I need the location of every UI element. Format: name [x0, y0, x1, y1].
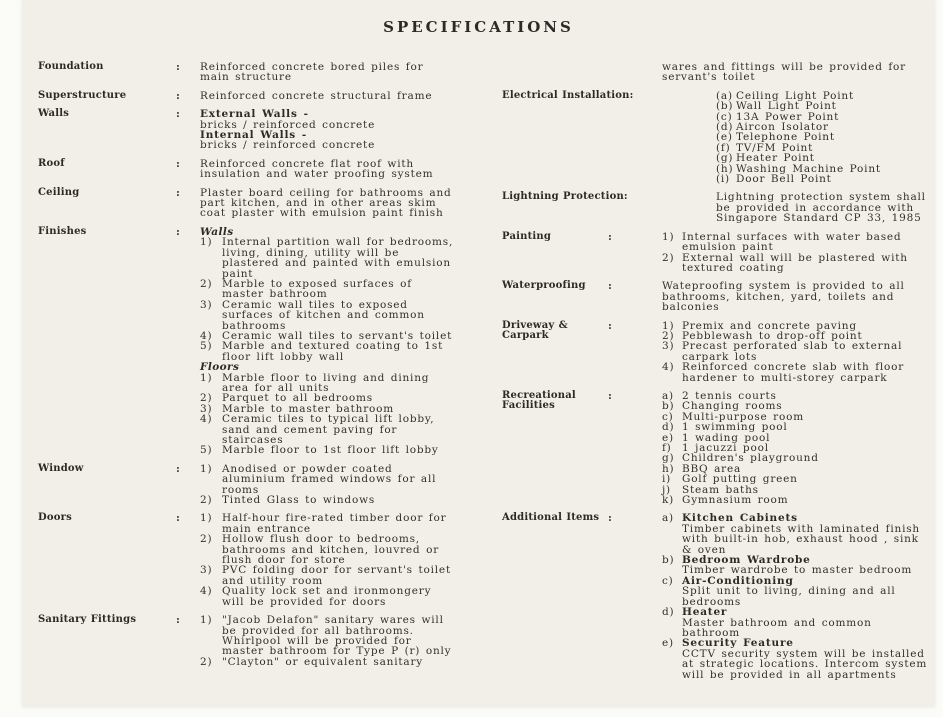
- content-list: [716, 91, 935, 185]
- row-colon: [662, 192, 716, 223]
- list-item: [662, 341, 930, 362]
- paragraph: wares and fittings will be provided for servant's toilet: [662, 61, 906, 84]
- item-marker: 1): [200, 236, 213, 249]
- spec-column-right: [488, 62, 935, 688]
- item-text: 1 jacuzzi pool: [682, 442, 769, 454]
- list-item: [200, 495, 454, 505]
- list-item: [662, 638, 930, 680]
- item-marker: 3): [200, 298, 213, 311]
- row-label: Additional Items: [502, 512, 600, 524]
- item-text: Ceramic tiles to typical lift lobby, sand and cement paving for staircases: [222, 413, 435, 446]
- item-marker: 4): [200, 585, 213, 598]
- item-marker: d): [662, 421, 675, 434]
- spec-row: [38, 159, 488, 180]
- item-desc: Split unit to living, dining and all bedrooms: [682, 585, 896, 608]
- item-text: Anodised or powder coated aluminium framed windows for all rooms: [222, 462, 437, 496]
- list-item: [662, 607, 930, 638]
- list-item: [200, 513, 454, 534]
- item-marker: (d): [716, 121, 734, 134]
- item-text: [682, 607, 930, 638]
- row-colon: [608, 62, 662, 83]
- item-marker: 5): [200, 340, 213, 353]
- row-colon: :: [608, 280, 613, 293]
- item-text: Multi-purpose room: [682, 410, 805, 423]
- item-text: Ceiling Light Point: [736, 89, 855, 102]
- row-colon: :: [176, 462, 181, 475]
- item-text: Washing Machine Point: [736, 162, 881, 175]
- item-text: Parquet to all bedrooms: [222, 392, 373, 405]
- row-content: [662, 62, 930, 83]
- row-colon: :: [176, 614, 181, 627]
- list-item: [662, 362, 930, 383]
- row-label: [502, 62, 608, 83]
- item-marker: 2): [200, 533, 213, 546]
- row-label: Sanitary Fittings: [38, 614, 137, 626]
- item-text: [682, 513, 930, 555]
- item-desc: CCTV security system will be installed at strategic locations. Intercom system will be provided in all apartments: [682, 647, 928, 681]
- item-desc: Timber wardrobe to master bedroom: [682, 564, 913, 577]
- spec-column-left: [22, 62, 488, 688]
- item-text: Changing rooms: [682, 400, 783, 413]
- row-colon: :: [176, 108, 181, 121]
- item-title: Kitchen Cabinets: [682, 512, 798, 525]
- item-marker: (b): [716, 100, 734, 113]
- item-text: Hollow flush door to bedrooms, bathrooms and kitchen, louvred or flush door for store: [222, 533, 440, 567]
- row-colon: :: [608, 389, 613, 402]
- row-colon: :: [176, 512, 181, 525]
- item-text: 13A Power Point: [736, 110, 840, 123]
- item-title: Bedroom Wardrobe: [682, 554, 811, 567]
- spec-row: [38, 227, 488, 456]
- item-marker: 4): [200, 413, 213, 426]
- item-marker: a): [662, 512, 674, 525]
- item-marker: 2): [200, 494, 213, 507]
- row-colon: :: [608, 230, 613, 243]
- row-content: [200, 188, 454, 219]
- paragraph: Reinforced concrete bored piles for main structure: [200, 61, 424, 84]
- row-content: [200, 159, 454, 180]
- paragraph: External Walls -: [200, 108, 309, 121]
- item-marker: 1): [200, 371, 213, 384]
- item-text: Tinted Glass to windows: [222, 494, 376, 507]
- row-content: [662, 232, 930, 274]
- item-text: Half-hour fire-rated timber door for main entrance: [222, 512, 447, 535]
- item-text: Children's playground: [682, 452, 819, 465]
- item-text: Reinforced concrete slab with floor hardener to multi-storey carpark: [682, 361, 905, 384]
- item-title: Air-Conditioning: [682, 574, 794, 587]
- document-page: [22, 0, 935, 707]
- row-colon: :: [176, 157, 181, 170]
- paragraph: Reinforced concrete structural frame: [200, 89, 433, 102]
- item-text: 1 swimming pool: [682, 421, 788, 434]
- item-text: TV/FM Point: [736, 141, 814, 154]
- item-marker: j): [662, 483, 671, 496]
- list-item: [200, 464, 454, 495]
- content-list: [200, 464, 454, 506]
- list-item: [662, 576, 930, 607]
- row-label: Finishes: [38, 225, 87, 237]
- item-text: Telephone Point: [736, 131, 835, 144]
- row-label: Doors: [38, 512, 72, 524]
- content-list: [662, 391, 930, 505]
- spec-row: [38, 513, 488, 607]
- item-marker: e): [662, 637, 674, 650]
- list-item: [200, 414, 454, 445]
- row-colon: :: [608, 512, 613, 525]
- row-label: Waterproofing: [502, 280, 586, 292]
- row-colon: [662, 91, 716, 185]
- row-label: Roof: [38, 157, 65, 169]
- item-marker: (i): [716, 173, 730, 186]
- spec-row: [502, 91, 935, 185]
- spec-row: [38, 91, 488, 101]
- row-content: [200, 615, 454, 667]
- list-item: [200, 534, 454, 565]
- spec-row: [502, 192, 935, 223]
- spec-row: [502, 321, 935, 383]
- list-item: [662, 495, 930, 505]
- item-marker: 1): [200, 614, 213, 627]
- item-marker: c): [662, 410, 674, 423]
- spec-row: [502, 232, 935, 274]
- item-text: "Clayton" or equivalent sanitary: [222, 655, 424, 668]
- item-marker: 4): [662, 361, 675, 374]
- item-marker: (h): [716, 162, 734, 175]
- item-marker: (g): [716, 152, 734, 165]
- spec-row: [502, 281, 935, 312]
- item-marker: 1): [200, 512, 213, 525]
- item-marker: a): [662, 389, 674, 402]
- row-colon: :: [176, 89, 181, 102]
- content-list: [200, 513, 454, 607]
- item-marker: b): [662, 400, 675, 413]
- item-marker: 2): [662, 329, 675, 342]
- list-item: [200, 373, 454, 394]
- row-label: Superstructure: [38, 89, 127, 101]
- item-marker: (f): [716, 141, 731, 154]
- item-text: External wall will be plastered with textured coating: [682, 251, 908, 274]
- item-marker: 3): [200, 564, 213, 577]
- item-marker: 3): [200, 402, 213, 415]
- item-marker: 2): [200, 392, 213, 405]
- item-text: Marble floor to living and dining area for all units: [222, 371, 430, 394]
- page-title: SPECIFICATIONS: [383, 18, 574, 36]
- spec-columns: [22, 62, 935, 688]
- spec-row: [502, 391, 935, 505]
- row-label: Painting: [502, 230, 552, 242]
- list-item: [662, 555, 930, 576]
- item-text: "Jacob Delafon" sanitary wares will be provided for all bathrooms. Whirlpool will be provided for master bathroom for Type P (r) only: [222, 614, 452, 658]
- list-item: [716, 174, 935, 184]
- row-colon: :: [176, 186, 181, 199]
- content-list: [662, 232, 930, 274]
- item-text: Internal surfaces with water based emulsion paint: [682, 230, 902, 254]
- item-marker: e): [662, 431, 674, 444]
- item-marker: 4): [200, 329, 213, 342]
- item-marker: b): [662, 554, 675, 567]
- list-item: [662, 232, 930, 253]
- item-text: BBQ area: [682, 462, 742, 475]
- item-text: Gymnasium room: [682, 494, 789, 507]
- list-item: [200, 586, 454, 607]
- row-label: Walls: [38, 108, 70, 120]
- row-content: [200, 464, 454, 506]
- item-marker: (c): [716, 110, 733, 123]
- row-content: [200, 227, 454, 456]
- list-item: [662, 513, 930, 555]
- row-label: Lightning Protection:: [502, 191, 628, 203]
- spec-row: [38, 109, 488, 151]
- list-item: [200, 657, 454, 667]
- paragraph: Reinforced concrete flat roof with insulation and water proofing system: [200, 157, 434, 181]
- row-colon: :: [176, 61, 181, 73]
- paragraph: bricks / reinforced concrete: [200, 118, 376, 131]
- spec-row: [38, 62, 488, 83]
- list-item: [200, 300, 454, 331]
- item-text: Marble and textured coating to 1st floor lift lobby wall: [222, 340, 444, 363]
- list-item: [200, 237, 454, 279]
- item-text: Pebblewash to drop-off point: [682, 329, 863, 342]
- content-list: [662, 321, 930, 383]
- paragraph: Plaster board ceiling for bathrooms and part kitchen, and in other areas skim coat plaster with emulsion paint finish: [200, 186, 452, 220]
- spec-row: [38, 615, 488, 667]
- row-content: [200, 91, 454, 101]
- row-colon: :: [608, 319, 613, 332]
- item-text: Ceramic wall tiles to exposed surfaces of kitchen and common bathrooms: [222, 298, 425, 332]
- item-marker: k): [662, 494, 675, 507]
- item-marker: 2): [662, 251, 675, 264]
- content-list: [200, 237, 454, 362]
- item-title: Heater: [682, 606, 728, 619]
- item-text: 2 tennis courts: [682, 389, 777, 402]
- item-desc: Timber cabinets with laminated finish with built-in hob, exhaust hood , sink & oven: [682, 522, 920, 556]
- row-label: Electrical Installation:: [502, 89, 634, 101]
- content-heading: Walls: [200, 225, 234, 238]
- item-text: PVC folding door for servant's toilet and utility room: [222, 564, 451, 587]
- paragraph: Lightning protection system shall be provided in accordance with Singapore Standard CP 33, 1985: [716, 191, 926, 225]
- row-content: [716, 192, 935, 223]
- item-marker: 1): [662, 319, 675, 332]
- item-text: Steam baths: [682, 483, 759, 496]
- row-content: [716, 91, 935, 185]
- item-text: [682, 576, 930, 607]
- row-content: [662, 391, 930, 505]
- spec-row: [502, 513, 935, 680]
- item-marker: c): [662, 574, 674, 587]
- item-marker: (e): [716, 131, 733, 144]
- list-item: [200, 615, 454, 657]
- item-marker: h): [662, 462, 675, 475]
- item-desc: Master bathroom and common bathroom: [682, 616, 872, 639]
- item-text: [682, 638, 930, 680]
- item-text: Aircon Isolator: [736, 121, 829, 134]
- paragraph: Wateproofing system is provided to all bathrooms, kitchen, yard, toilets and balconies: [662, 280, 905, 314]
- item-text: Ceramic wall tiles to servant's toilet: [222, 329, 453, 342]
- content-heading: Floors: [200, 361, 240, 374]
- list-item: [662, 253, 930, 274]
- spec-row: [38, 464, 488, 506]
- item-text: Premix and concrete paving: [682, 319, 857, 332]
- row-label: Recreational Facilities: [502, 389, 576, 412]
- list-item: [200, 565, 454, 586]
- row-label: Ceiling: [38, 186, 80, 198]
- item-title: Security Feature: [682, 637, 794, 650]
- row-label: Window: [38, 462, 84, 474]
- item-text: Marble floor to 1st floor lift lobby: [222, 444, 439, 457]
- item-text: Wall Light Point: [736, 100, 837, 113]
- list-item: [200, 445, 454, 455]
- item-text: Quality lock set and ironmongery will be provided for doors: [222, 585, 432, 608]
- row-colon: :: [176, 225, 181, 238]
- item-text: Marble to exposed surfaces of master bathroom: [222, 277, 412, 301]
- spec-row: [38, 188, 488, 219]
- row-content: [200, 62, 454, 83]
- item-marker: 2): [200, 277, 213, 290]
- item-marker: 1): [662, 230, 675, 243]
- row-content: [662, 513, 930, 680]
- item-text: Internal partition wall for bedrooms, living, dining, utility will be plastered and painted with emulsion paint: [222, 236, 454, 280]
- item-marker: 3): [662, 340, 675, 353]
- item-marker: 2): [200, 655, 213, 668]
- item-marker: 5): [200, 444, 213, 457]
- item-text: Precast perforated slab to external carpark lots: [682, 340, 903, 363]
- item-text: [682, 555, 930, 576]
- row-label: Driveway & Carpark: [502, 319, 568, 341]
- row-content: [662, 321, 930, 383]
- paragraph: Internal Walls -: [200, 129, 308, 142]
- item-marker: d): [662, 606, 675, 619]
- item-text: Marble to master bathroom: [222, 402, 395, 415]
- paragraph: bricks / reinforced concrete: [200, 139, 376, 152]
- row-content: [200, 109, 454, 151]
- item-text: 1 wading pool: [682, 431, 771, 444]
- item-marker: i): [662, 473, 672, 486]
- row-content: [200, 513, 454, 607]
- content-list: [662, 513, 930, 680]
- item-text: Golf putting green: [682, 473, 798, 486]
- content-list: [200, 615, 454, 667]
- list-item: [200, 279, 454, 300]
- item-marker: f): [662, 442, 672, 454]
- content-list: [200, 373, 454, 456]
- row-content: [662, 281, 930, 312]
- row-label: Foundation: [38, 61, 104, 72]
- item-marker: (a): [716, 89, 733, 102]
- list-item: [200, 341, 454, 362]
- spec-row: [502, 62, 935, 83]
- item-marker: 1): [200, 462, 213, 475]
- item-marker: g): [662, 452, 675, 465]
- item-text: Heater Point: [736, 152, 815, 165]
- item-text: Door Bell Point: [736, 173, 832, 186]
